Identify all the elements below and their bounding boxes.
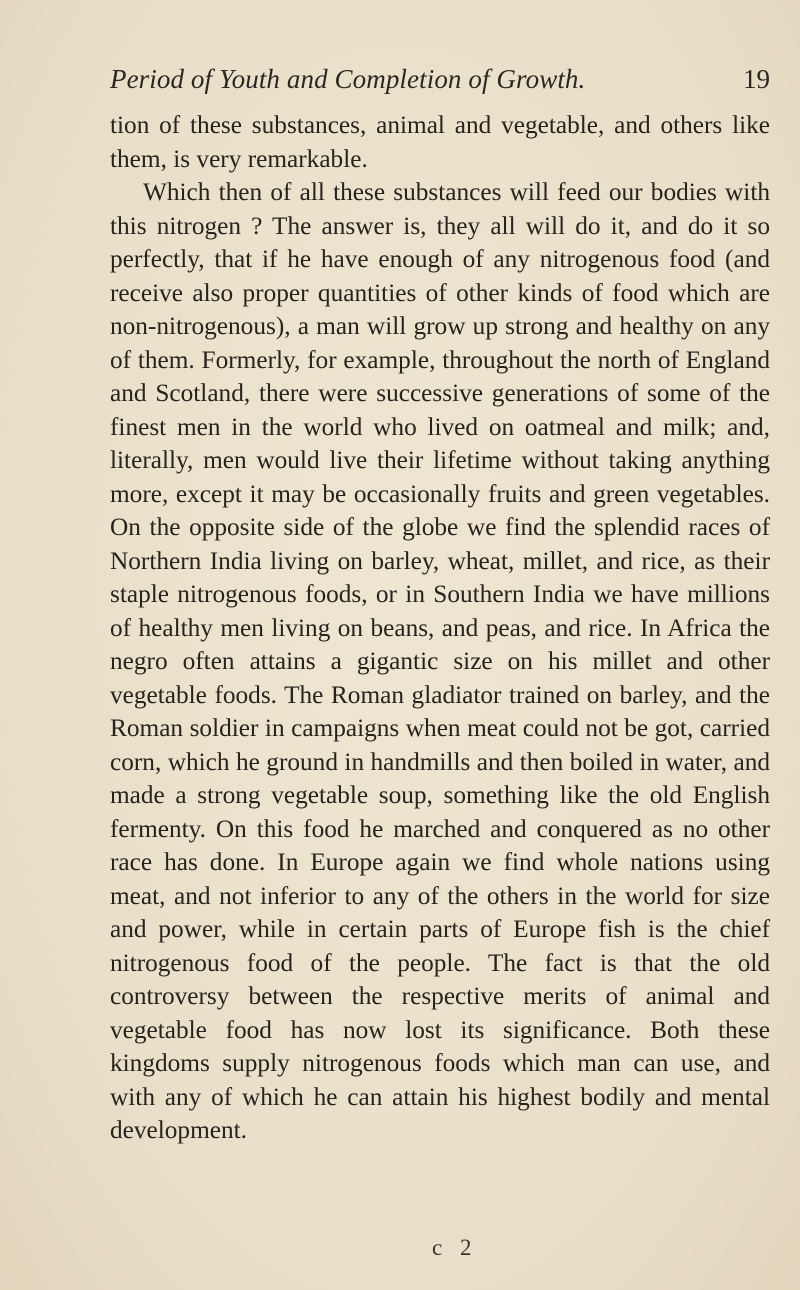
page-number: 19 (743, 64, 770, 94)
running-head: Period of Youth and Completion of Growth. (110, 64, 586, 94)
page-header (110, 64, 770, 104)
body-text (110, 109, 770, 1148)
paragraph-continuation: tion of these substances, animal and vegetable, and others like them, is very remarkable. (110, 111, 770, 173)
signature-mark: c 2 (432, 1235, 478, 1260)
paragraph-main: Which then of all these substances will feed our bodies with this nitrogen ? The answer is, they all will do it, and do it so perfectly, that if he have enough of any nitrogenous food (and receive also proper quantities of other kinds of food which are non-nitrogenous), a man will grow up strong and healthy on any of them. Formerly, for example, throughout the north of England and Scotland, there were successive generations of some of the finest men in the world who lived on oatmeal and milk; and, literally, men would live their lifetime without taking anything more, except it may be occasionally fruits and green vegetables. On the opposite side of the globe we find the splendid races of Northern India living on barley, wheat, millet, and rice, as their staple nitrogenous foods, or in Southern India we have millions of healthy men living on beans, and peas, and rice. In Africa the negro often attains a gigantic size on his millet and other vegetable foods. The Roman gladiator trained on barley, and the Roman soldier in campaigns when meat could not be got, carried corn, which he ground in handmills and then boiled in water, and made a strong vegetable soup, something like the old English fermenty. On this food he marched and conquered as no other race has done. In Europe again we find whole nations using meat, and not inferior to any of the others in the world for size and power, while in certain parts of Europe fish is the chief nitrogenous food of the people. The fact is that the old controversy between the respective merits of animal and vegetable food has now lost its significance. Both these kingdoms supply nitrogenous foods which man can use, and with any of which he can attain his highest bodily and mental development. (110, 178, 770, 1144)
